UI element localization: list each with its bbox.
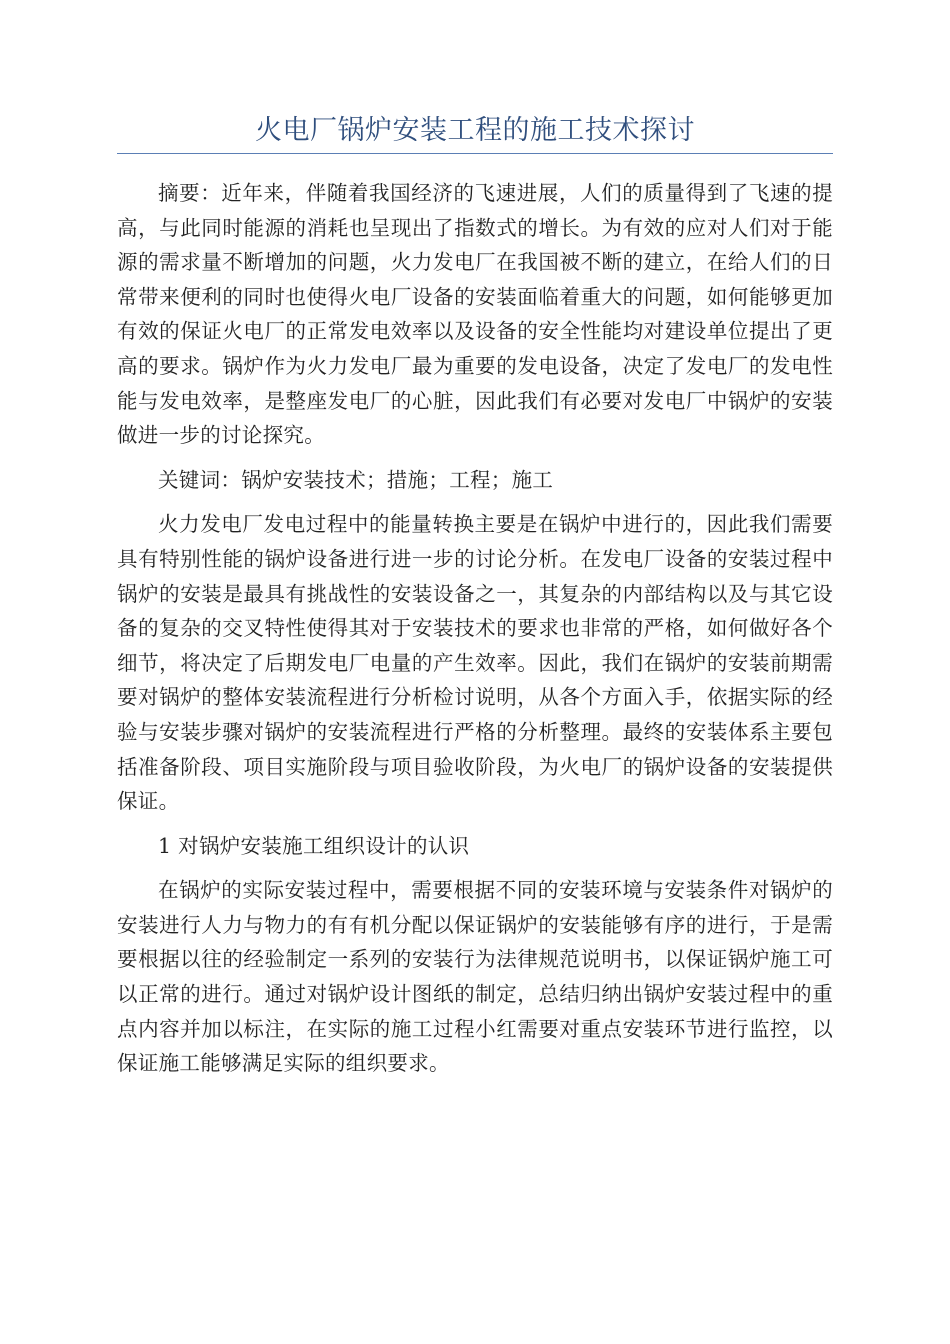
page-title: 火电厂锅炉安装工程的施工技术探讨 [255, 115, 695, 146]
abstract-paragraph: 摘要：近年来，伴随着我国经济的飞速进展，人们的质量得到了飞速的提高，与此同时能源的消耗也呈现出了指数式的增长。为有效的应对人们对于能源的需求量不断增加的问题，火力发电厂在我国被不断的建立，在给人们的日常带来便利的同时也使得火电厂设备的安装面临着重大的问题，如何能够更加有效的保证火电厂的正常发电效率以及设备的安全性能均对建设单位提出了更高的要求。锅炉作为火力发电厂最为重要的发电设备，决定了发电厂的发电性能与发电效率，是整座发电厂的心脏，因此我们有必要对发电厂中锅炉的安装做进一步的讨论探究。 [117, 181, 833, 448]
title-underline [117, 153, 833, 154]
section-1-paragraph: 在锅炉的实际安装过程中，需要根据不同的安装环境与安装条件对锅炉的安装进行人力与物力的有有机分配以保证锅炉的安装能够有序的进行，于是需要根据以往的经验制定一系列的安装行为法律规范说明书，以保证锅炉施工可以正常的进行。通过对锅炉设计图纸的制定，总结归纳出锅炉安装过程中的重点内容并加以标注，在实际的施工过程小红需要对重点安装环节进行监控，以保证施工能够满足实际的组织要求。 [117, 878, 833, 1076]
document-page [117, 0, 833, 1091]
intro-paragraph: 火力发电厂发电过程中的能量转换主要是在锅炉中进行的，因此我们需要具有特别性能的锅炉设备进行进一步的讨论分析。在发电厂设备的安装过程中锅炉的安装是最具有挑战性的安装设备之一，其复杂的内部结构以及与其它设备的复杂的交叉特性使得其对于安装技术的要求也非常的严格，如何做好各个细节，将决定了后期发电厂电量的产生效率。因此，我们在锅炉的安装前期需要对锅炉的整体安装流程进行分析检讨说明，从各个方面入手，依据实际的经验与安装步骤对锅炉的安装流程进行严格的分析整理。最终的安装体系主要包括准备阶段、项目实施阶段与项目验收阶段，为火电厂的锅炉设备的安装提供保证。 [117, 512, 833, 814]
keywords-paragraph: 关键词：锅炉安装技术；措施；工程；施工 [158, 467, 554, 492]
section-1-heading: 1 对锅炉安装施工组织设计的认识 [158, 833, 470, 858]
